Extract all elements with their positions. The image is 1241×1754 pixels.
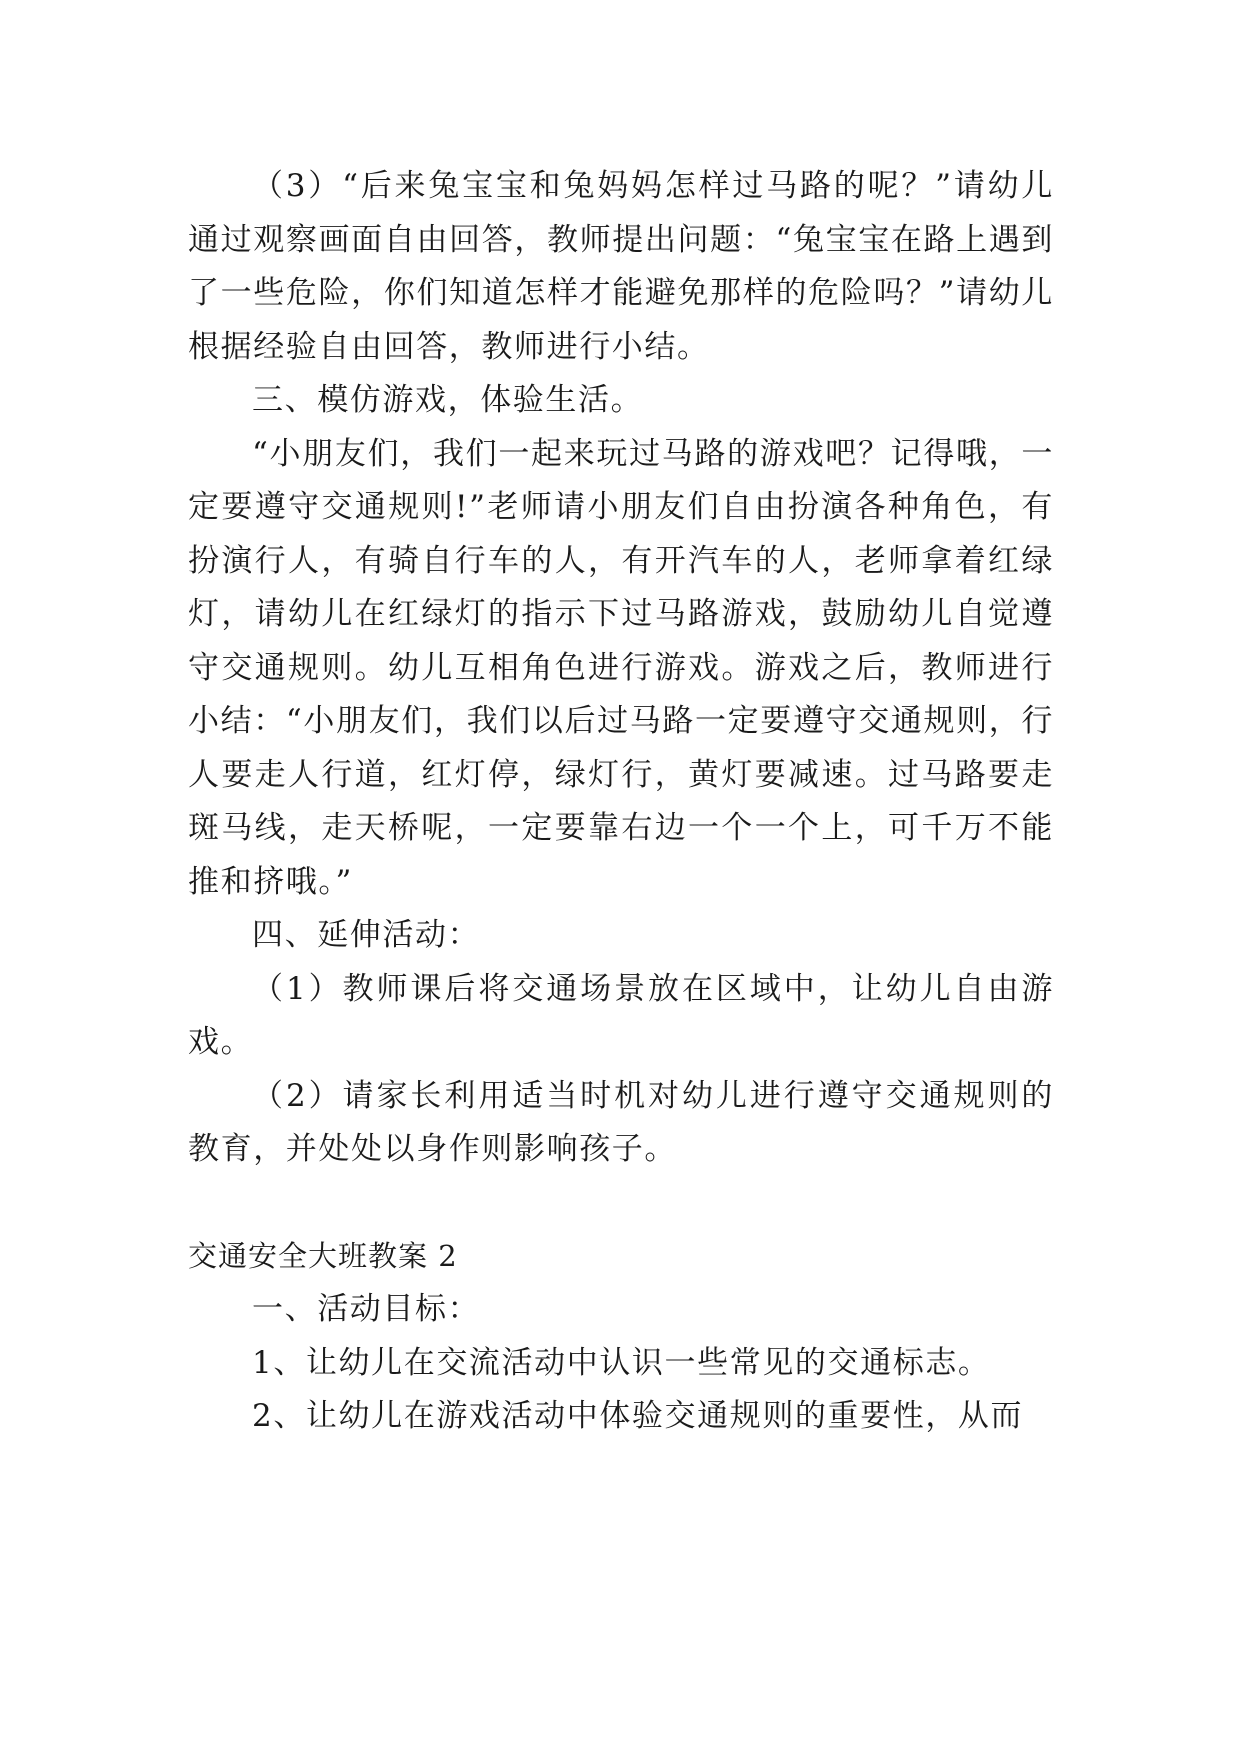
paragraph-rabbit-questions: （3）“后来兔宝宝和兔妈妈怎样过马路的呢？”请幼儿通过观察画面自由回答，教师提出问题：“兔宝宝在路上遇到了一些危险，你们知道怎样才能避免那样的危险吗？”请幼儿根据经验自由回答，教师进行小结。	[188, 168, 1054, 365]
document-body	[188, 160, 1054, 1444]
section-title: 交通安全大班教案 2	[188, 1238, 458, 1273]
paragraph-goal-1: 1、让幼儿在交流活动中认识一些常见的交通标志。	[252, 1344, 991, 1381]
paragraph-goal-2: 2、让幼儿在游戏活动中体验交通规则的重要性，从而	[252, 1398, 1024, 1434]
paragraph-extension-1: （1）教师课后将交通场景放在区域中，让幼儿自由游戏。	[188, 970, 1054, 1060]
paragraph-section-four-heading: 四、延伸活动：	[252, 917, 481, 953]
paragraph-crossing-game: “小朋友们，我们一起来玩过马路的游戏吧？记得哦，一定要遵守交通规则!”老师请小朋友们自由扮演各种角色，有扮演行人，有骑自行车的人，有开汽车的人，老师拿着红绿灯，请幼儿在红绿灯的指示下过马路游戏，鼓励幼儿自觉遵守交通规则。幼儿互相角色进行游戏。游戏之后，教师进行小结：“小朋友们，我们以后过马路一定要遵守交通规则，行人要走人行道，红灯停，绿灯行，黄灯要减速。过马路要走斑马线，走天桥呢，一定要靠右边一个一个上，可千万不能推和挤哦。”	[188, 435, 1054, 900]
paragraph-extension-2: （2）请家长利用适当时机对幼儿进行遵守交通规则的教育，并处处以身作则影响孩子。	[188, 1077, 1054, 1167]
paragraph-goals-heading: 一、活动目标：	[252, 1291, 481, 1327]
section-spacer	[188, 1177, 1054, 1230]
paragraph-section-three-heading: 三、模仿游戏，体验生活。	[252, 382, 644, 418]
